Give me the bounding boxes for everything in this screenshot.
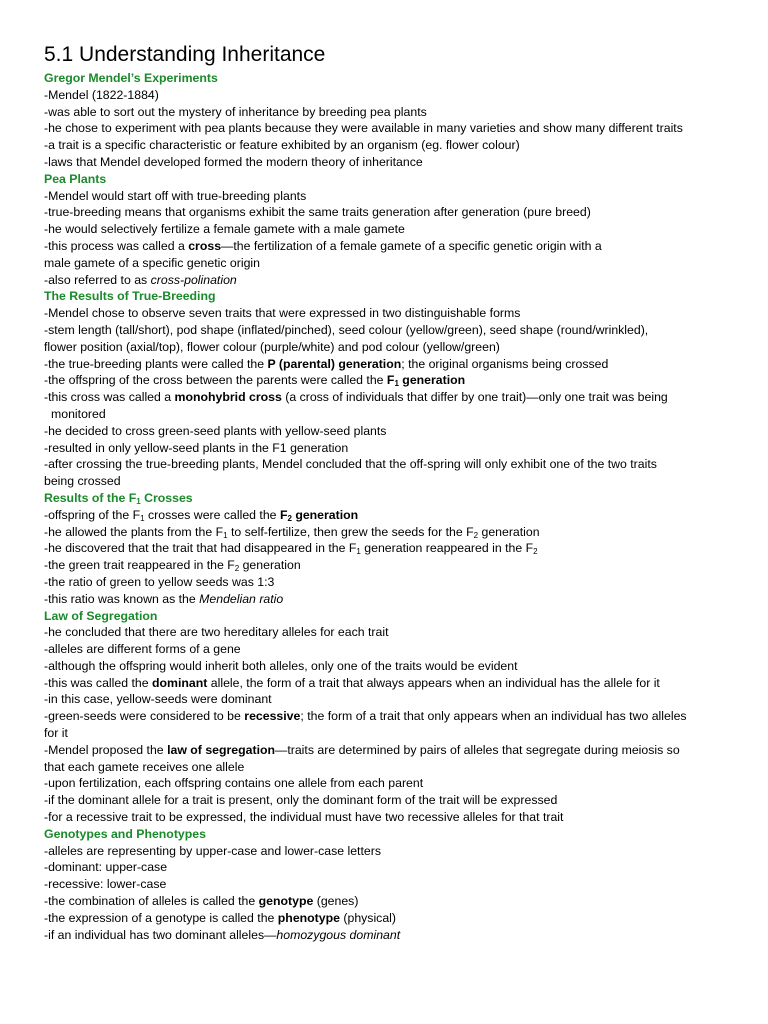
text-run: Results of the F [44, 490, 137, 505]
text-run: -this process was called a [44, 238, 189, 253]
text-run: -a trait is a specific characteristic or feature exhibited by an organism (eg. flower colour) [44, 138, 520, 153]
text-run: allele, the form of a trait that always appears when an individual has the allele for it [207, 675, 660, 690]
text-run: F [279, 507, 288, 522]
text-run: cross-polination [150, 272, 237, 287]
text-line [44, 238, 728, 255]
text-run: 2 [234, 564, 240, 574]
text-run: generation reappeared in the F [360, 541, 534, 556]
text-run: generation [291, 507, 359, 522]
text-run: -Mendel would start off with true-breeding plants [44, 188, 307, 203]
text-run: -this cross was called a [44, 390, 175, 405]
text-line [44, 658, 728, 675]
text-run: to self-fertilize, then grew the seeds for the F [227, 524, 474, 539]
text-line [44, 507, 728, 524]
text-line [44, 120, 728, 137]
text-line [44, 792, 728, 809]
text-run: -he chose to experiment with pea plants because they were available in many varieties and show many different traits [44, 121, 683, 136]
text-run: -after crossing the true-breeding plants, Mendel concluded that the off-spring will only exhibit one of the two traits [44, 457, 657, 472]
text-run: -also referred to as [44, 272, 151, 287]
text-run: generation [398, 373, 466, 388]
text-line [44, 708, 728, 725]
text-line [44, 255, 728, 272]
text-run: 1 [223, 530, 228, 540]
text-run: flower position (axial/top), flower colour (purple/white) and pod colour (yellow/green) [44, 339, 500, 354]
text-run: F [386, 373, 395, 388]
text-line [44, 574, 728, 591]
text-run: -green-seeds were considered to be [44, 709, 245, 724]
text-line [44, 927, 728, 944]
text-run: -was able to sort out the mystery of inheritance by breeding pea plants [44, 104, 427, 119]
text-run: -although the offspring would inherit both alleles, only one of the traits would be evident [44, 658, 518, 673]
text-line [44, 423, 728, 440]
section-heading: Law of Segregation [44, 608, 158, 623]
text-run: generation [478, 524, 540, 539]
section-heading: The Results of True-Breeding [44, 289, 216, 304]
text-run: -resulted in only yellow-seed plants in the F1 generation [44, 440, 349, 455]
text-run: -laws that Mendel developed formed the modern theory of inheritance [44, 154, 423, 169]
text-run: phenotype [277, 910, 340, 925]
section-heading: Pea Plants [44, 171, 107, 186]
text-run: -Mendel (1822-1884) [44, 87, 159, 102]
text-run: being crossed [44, 474, 121, 489]
text-line [44, 188, 728, 205]
text-line [44, 322, 728, 339]
text-run: -he would selectively fertilize a female gamete with a male gamete [44, 222, 405, 237]
text-line [44, 691, 728, 708]
text-run: -the green trait reappeared in the F [44, 558, 235, 573]
text-line [44, 137, 728, 154]
text-line [44, 305, 728, 322]
text-run: -offspring of the F [44, 507, 141, 522]
text-run: monitored [51, 406, 106, 421]
text-line [44, 389, 728, 406]
text-line [44, 221, 728, 238]
text-run: (genes) [313, 894, 359, 909]
text-run: -the true-breeding plants were called the [44, 356, 268, 371]
text-run: -stem length (tall/short), pod shape (inflated/pinched), seed colour (yellow/green), seed shape (round/wrinkled), [44, 322, 649, 337]
text-run: 2 [287, 513, 292, 523]
text-line [44, 372, 728, 389]
text-run: -alleles are representing by upper-case and lower-case letters [44, 843, 381, 858]
text-run: that each gamete receives one allele [44, 759, 245, 774]
text-run: 1 [140, 513, 145, 523]
text-line [44, 742, 728, 759]
text-line [44, 440, 728, 457]
text-run: (physical) [339, 910, 397, 925]
text-run: -in this case, yellow-seeds were dominant [44, 692, 272, 707]
text-run: -this was called the [44, 675, 152, 690]
text-run: -for a recessive trait to be expressed, the individual must have two recessive alleles for that trait [44, 810, 564, 825]
text-line [44, 406, 728, 423]
text-line [44, 843, 728, 860]
section-heading: Gregor Mendel’s Experiments [44, 71, 218, 85]
text-line [44, 524, 728, 541]
text-run: 2 [473, 530, 479, 540]
text-line [44, 204, 728, 221]
text-run: law of segregation [167, 742, 276, 757]
text-run: —traits are determined by pairs of alleles that segregate during meiosis so [275, 742, 680, 757]
text-line [44, 456, 728, 473]
text-run: -the combination of alleles is called the [44, 894, 259, 909]
text-run: -the offspring of the cross between the parents were called the [44, 373, 387, 388]
text-line [44, 759, 728, 776]
text-run: -dominant: upper-case [44, 860, 168, 875]
page-title: 5.1 Understanding Inheritance [44, 43, 326, 66]
text-run: monohybrid cross [174, 390, 282, 405]
text-run: -Mendel chose to observe seven traits that were expressed in two distinguishable forms [44, 306, 521, 321]
text-line [44, 675, 728, 692]
text-run: Mendelian ratio [199, 591, 284, 606]
text-run: -Mendel proposed the [44, 742, 168, 757]
text-run: P (parental) generation [267, 356, 402, 371]
text-line [44, 591, 728, 608]
text-run: genotype [258, 894, 314, 909]
text-run: -true-breeding means that organisms exhibit the same traits generation after generation (pure breed) [44, 205, 591, 220]
text-run: 1 [356, 547, 361, 557]
text-run: -the ratio of green to yellow seeds was 1:3 [44, 574, 275, 589]
text-run: (a cross of individuals that differ by one trait)—only one trait was being [281, 390, 668, 405]
text-run: recessive [244, 709, 301, 724]
text-line [44, 859, 728, 876]
text-run: homozygous dominant [276, 927, 401, 942]
text-line [44, 893, 728, 910]
text-line [44, 641, 728, 658]
text-run: -if the dominant allele for a trait is present, only the dominant form of the trait will be expressed [44, 793, 558, 808]
text-run: -he decided to cross green-seed plants with yellow-seed plants [44, 423, 387, 438]
text-run: cross [188, 238, 222, 253]
text-line [44, 339, 728, 356]
text-run: male gamete of a specific genetic origin [44, 255, 260, 270]
text-line [44, 775, 728, 792]
text-run: -alleles are different forms of a gene [44, 642, 241, 657]
text-run: 2 [533, 547, 538, 557]
section-heading: Genotypes and Phenotypes [44, 826, 206, 841]
text-run: -the expression of a genotype is called the [44, 910, 278, 925]
text-run: Crosses [140, 490, 193, 505]
text-line [44, 154, 728, 171]
text-line [44, 540, 728, 557]
text-run: -he allowed the plants from the F [44, 524, 224, 539]
text-run: -if an individual has two dominant alleles— [44, 927, 277, 942]
text-line [44, 356, 728, 373]
text-run: -this ratio was known as the [44, 591, 200, 606]
text-run: crosses were called the [144, 507, 280, 522]
text-line [44, 624, 728, 641]
text-run: ; the form of a trait that only appears when an individual has two alleles [300, 709, 687, 724]
text-run: 1 [394, 379, 399, 389]
text-run: -he concluded that there are two hereditary alleles for each trait [44, 625, 389, 640]
text-run: -he discovered that the trait that had disappeared in the F [44, 541, 357, 556]
text-run: —the fertilization of a female gamete of a specific genetic origin with a [221, 238, 602, 253]
text-line [44, 104, 728, 121]
text-line [44, 557, 728, 574]
document-body [44, 70, 728, 943]
text-line [44, 725, 728, 742]
text-line [44, 87, 728, 104]
text-run: generation [239, 558, 301, 573]
text-run: -recessive: lower-case [44, 877, 167, 892]
text-line [44, 910, 728, 927]
text-line [44, 473, 728, 490]
text-run: ; the original organisms being crossed [401, 356, 609, 371]
text-line [44, 876, 728, 893]
text-run: dominant [152, 675, 208, 690]
text-run: -upon fertilization, each offspring contains one allele from each parent [44, 776, 424, 791]
section-heading [44, 490, 728, 507]
text-run: for it [44, 726, 68, 741]
text-line [44, 272, 728, 289]
text-run: 1 [136, 496, 141, 506]
text-line [44, 809, 728, 826]
